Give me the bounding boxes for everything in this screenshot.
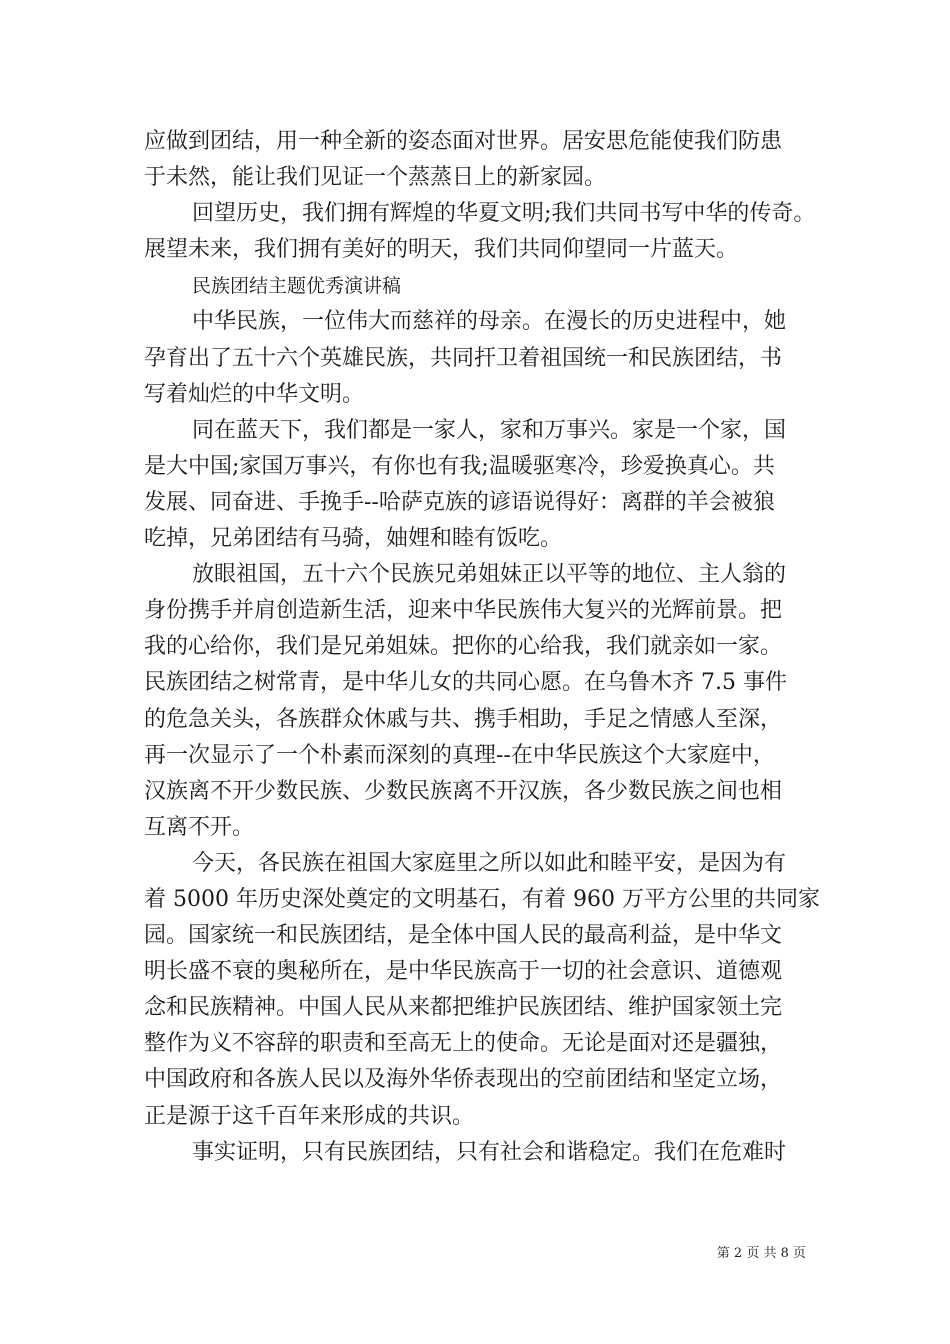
text-line: 互离不开。 [144, 814, 255, 840]
text-line: 正是源于这千百年来形成的共识。 [144, 1103, 475, 1129]
text-line: 同在蓝天下，我们都是一家人，家和万事兴。家是一个家，国 [192, 417, 787, 443]
text-line: 吃掉，兄弟团结有马骑，妯娌和睦有饭吃。 [144, 526, 563, 552]
text-line: 整作为义不容辞的职责和至高无上的使命。无论是面对还是疆独， [144, 1031, 783, 1057]
text-line: 是大中国;家国万事兴，有你也有我;温暖驱寒冷，珍爱换真心。共 [144, 453, 775, 479]
text-line: 明长盛不衰的奥秘所在，是中华民族高于一切的社会意识、道德观 [144, 959, 783, 985]
text-line: 中国政府和各族人民以及海外华侨表现出的空前团结和坚定立场， [144, 1067, 783, 1093]
text-line: 事实证明，只有民族团结，只有社会和谐稳定。我们在危难时 [192, 1139, 787, 1165]
text-line: 孕育出了五十六个英雄民族，共同扞卫着祖国统一和民族团结，书 [144, 345, 783, 371]
text-line: 着 5000 年历史深处奠定的文明基石，有着 960 万平方公里的共同家 [144, 886, 820, 912]
text-line: 写着灿烂的中华文明。 [144, 381, 365, 407]
text-line: 应做到团结，用一种全新的姿态面对世界。居安思危能使我们防患 [144, 129, 783, 154]
section-heading: 民族团结主题优秀演讲稿 [192, 275, 402, 298]
text-line: 汉族离不开少数民族、少数民族离不开汉族，各少数民族之间也相 [144, 778, 783, 804]
text-line: 身份携手并肩创造新生活，迎来中华民族伟大复兴的光辉前景。把 [144, 598, 783, 624]
text-line: 的危急关头，各族群众休戚与共、携手相助，手足之情感人至深， [144, 706, 783, 732]
text-line: 念和民族精神。中国人民从来都把维护民族团结、维护国家领土完 [144, 995, 783, 1021]
text-line: 我的心给你，我们是兄弟姐妹。把你的心给我，我们就亲如一家。 [144, 634, 783, 660]
document-body [144, 124, 820, 1171]
text-line: 展望未来，我们拥有美好的明天，我们共同仰望同一片蓝天。 [144, 237, 739, 263]
text-line: 回望历史，我们拥有辉煌的华夏文明;我们共同书写中华的传奇。 [192, 201, 816, 227]
text-line: 今天，各民族在祖国大家庭里之所以如此和睦平安，是因为有 [192, 850, 787, 876]
text-line: 于未然，能让我们见证一个蒸蒸日上的新家园。 [144, 165, 607, 191]
text-line: 民族团结之树常青，是中华儿女的共同心愿。在乌鲁木齐 7.5 事件 [144, 670, 787, 696]
text-line: 放眼祖国，五十六个民族兄弟姐妹正以平等的地位、主人翁的 [192, 562, 787, 588]
text-line: 发展、同奋进、手挽手--哈萨克族的谚语说得好：离群的羊会被狼 [144, 489, 775, 515]
page-number: 第 2 页 共 8 页 [716, 1246, 806, 1261]
text-line: 再一次显示了一个朴素而深刻的真理--在中华民族这个大家庭中， [144, 742, 775, 768]
text-line: 园。国家统一和民族团结，是全体中国人民的最高利益，是中华文 [144, 923, 783, 949]
text-line: 中华民族，一位伟大而慈祥的母亲。在漫长的历史进程中，她 [192, 309, 787, 335]
